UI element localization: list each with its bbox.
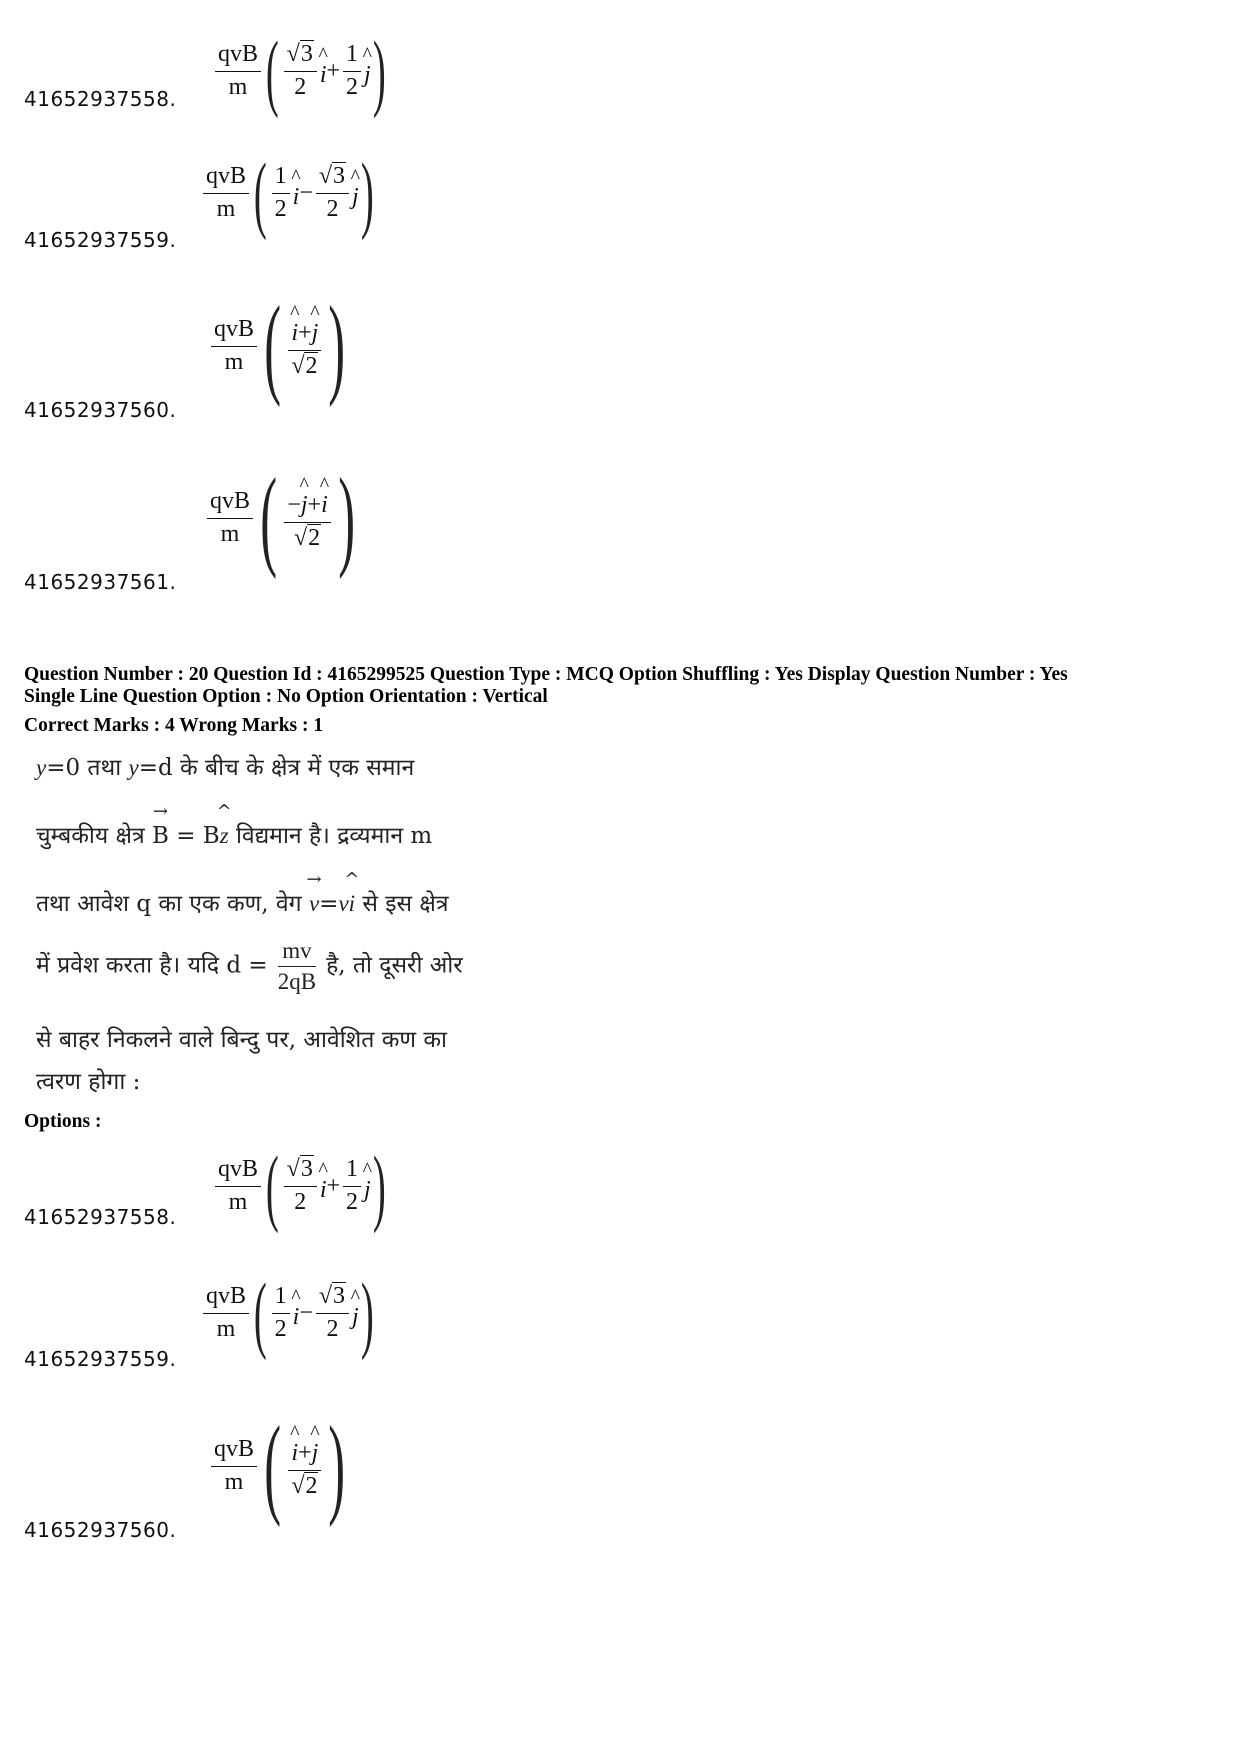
options-label: Options :: [24, 1111, 102, 1132]
radicand: 3: [300, 41, 313, 68]
prefix-fraction: [211, 317, 257, 374]
left-paren: (: [253, 145, 267, 241]
question-meta-line-2: Single Line Question Option : No Option Orientation : Vertical: [24, 686, 548, 707]
text: है, तो दूसरी ओर: [326, 952, 463, 979]
radicand: 2: [305, 1472, 318, 1499]
numerator: [288, 1422, 321, 1470]
right-paren: ): [360, 1265, 374, 1361]
denominator: 2: [346, 73, 359, 100]
denominator: 2qB: [277, 969, 317, 994]
denominator: 2: [326, 195, 339, 222]
text: में प्रवेश करता है। यदि d =: [36, 952, 268, 979]
hat: ^: [318, 43, 328, 66]
numerator: [288, 302, 321, 350]
option-id: 41652937560.: [24, 1518, 177, 1542]
i-hat: [318, 1158, 328, 1204]
numerator: 1: [343, 42, 361, 71]
option-id: 41652937558.: [24, 87, 177, 111]
denominator: 2: [346, 1188, 359, 1215]
hat: ^: [291, 165, 301, 188]
numerator: qvB: [203, 164, 249, 193]
i-hat: [290, 1422, 300, 1467]
hat: ^: [216, 801, 232, 822]
z: z: [219, 823, 229, 848]
j: j: [364, 1176, 371, 1203]
denominator: √2: [291, 1472, 318, 1499]
radicand: 3: [333, 163, 346, 190]
radicand: 3: [300, 1156, 313, 1183]
text: = B: [168, 823, 220, 849]
left-paren: (: [260, 456, 278, 580]
half: [272, 164, 290, 221]
B: B: [151, 823, 169, 849]
option-formula-b: [200, 1265, 375, 1361]
j-hat: [362, 1158, 373, 1204]
hat: ^: [310, 302, 320, 325]
d-fraction: [274, 938, 320, 995]
i: i: [348, 891, 356, 916]
numerator: qvB: [211, 1437, 257, 1466]
option-id: 41652937561.: [24, 570, 177, 594]
prefix-fraction: [215, 1157, 261, 1214]
i: i: [291, 1440, 299, 1467]
numerator: √3: [316, 164, 349, 193]
equals: =: [319, 891, 339, 917]
i: i: [291, 320, 299, 347]
right-paren: ): [328, 1404, 346, 1528]
arrow: →: [306, 869, 322, 890]
numerator: qvB: [215, 42, 261, 71]
question-line-3: [36, 869, 449, 918]
plus-sign: +: [326, 57, 341, 84]
hat: ^: [344, 869, 360, 890]
right-paren: ): [372, 1138, 386, 1234]
denominator: m: [216, 195, 236, 222]
denominator: m: [228, 1188, 248, 1215]
marks-line: Correct Marks : 4 Wrong Marks : 1: [24, 715, 324, 736]
j: j: [364, 61, 371, 88]
prefix-fraction: [211, 1437, 257, 1494]
j: j: [352, 1303, 359, 1330]
vector-v: [306, 869, 322, 917]
sqrt3-over-2: [284, 1157, 317, 1214]
left-paren: (: [264, 284, 282, 408]
i: i: [292, 183, 300, 210]
hat: ^: [318, 1158, 328, 1181]
denominator: 2: [274, 1315, 287, 1342]
radicand: 3: [333, 1283, 346, 1310]
right-paren: ): [360, 145, 374, 241]
prefix-fraction: [215, 42, 261, 99]
prefix-fraction: [207, 489, 253, 546]
numerator: 1: [272, 164, 290, 193]
hat: ^: [310, 1422, 320, 1445]
hat: ^: [362, 43, 373, 66]
hat: ^: [319, 474, 330, 497]
var-y: y: [36, 755, 47, 780]
denominator: m: [220, 520, 240, 547]
numerator: qvB: [203, 1284, 249, 1313]
j: j: [352, 183, 359, 210]
i: i: [319, 61, 327, 88]
numerator: √3: [284, 1157, 317, 1186]
j: j: [300, 492, 308, 519]
numerator: √3: [316, 1284, 349, 1313]
numerator: 1: [272, 1284, 290, 1313]
hat: ^: [350, 165, 361, 188]
right-paren: ): [328, 284, 346, 408]
half: [272, 1284, 290, 1341]
i: i: [319, 1176, 327, 1203]
text: विद्यमान है। द्रव्यमान m: [228, 823, 433, 849]
hat: ^: [291, 1285, 301, 1308]
question-line-1: [36, 750, 414, 782]
j-hat: [350, 165, 361, 211]
hat: ^: [350, 1285, 361, 1308]
radicand: 2: [308, 524, 321, 551]
denominator: 2: [294, 73, 307, 100]
option-id: 41652937560.: [24, 398, 177, 422]
plus-sign: +: [307, 492, 322, 519]
i-hat: [318, 43, 328, 89]
i: i: [321, 492, 328, 519]
prefix-fraction: [203, 1284, 249, 1341]
minus-sign: −: [299, 1299, 313, 1326]
left-paren: (: [265, 23, 279, 119]
denominator: 2: [294, 1188, 307, 1215]
denominator: √2: [293, 524, 321, 551]
denominator: m: [224, 1468, 244, 1495]
denominator: m: [224, 348, 244, 375]
i: i: [292, 1303, 300, 1330]
hat: ^: [290, 1422, 300, 1445]
numerator: qvB: [211, 317, 257, 346]
text: तथा आवेश q का एक कण, वेग: [36, 891, 309, 917]
vector-B: [151, 801, 169, 849]
minus-sign: −: [287, 492, 301, 519]
question-line-2: [36, 801, 433, 850]
plus-sign: +: [298, 320, 312, 347]
denominator: 2: [274, 195, 287, 222]
option-id: 41652937558.: [24, 1205, 177, 1229]
i-hat: [319, 474, 330, 519]
hat: ^: [290, 302, 300, 325]
question-line-6: त्वरण होगा :: [36, 1069, 141, 1095]
i-plus-j-over-sqrt2: [288, 302, 321, 379]
option-id: 41652937559.: [24, 228, 177, 252]
i-plus-j-over-sqrt2: [288, 1422, 321, 1499]
text: =d के बीच के क्षेत्र में एक समान: [138, 755, 415, 781]
v: v: [338, 891, 349, 916]
numerator: qvB: [207, 489, 253, 518]
numerator: mv: [278, 938, 315, 967]
question-meta-line-1: Question Number : 20 Question Id : 4165299525 Question Type : MCQ Option Shuffling : Yes Display Question Number : Yes: [24, 664, 1068, 685]
right-paren: ): [338, 456, 355, 580]
option-formula-b: [200, 145, 375, 241]
option-formula-a: [212, 23, 387, 119]
j-hat: [350, 1285, 361, 1331]
option-id: 41652937559.: [24, 1347, 177, 1371]
radicand: 2: [305, 352, 318, 379]
question-line-5: से बाहर निकलने वाले बिन्दु पर, आवेशित कण का: [36, 1027, 447, 1053]
denominator: √2: [291, 352, 318, 379]
option-formula-a: [212, 1138, 387, 1234]
option-formula-c: [208, 284, 350, 408]
right-paren: ): [372, 23, 386, 119]
numerator: [284, 474, 330, 522]
hat: ^: [362, 1158, 373, 1181]
j: j: [311, 320, 319, 347]
plus-sign: +: [298, 1440, 312, 1467]
denominator: m: [216, 1315, 236, 1342]
half: [343, 42, 361, 99]
minus-j-plus-i-over-sqrt2: [284, 474, 330, 551]
left-paren: (: [264, 1404, 282, 1528]
i-hat: [291, 1285, 301, 1331]
denominator: 2: [326, 1315, 339, 1342]
prefix-fraction: [203, 164, 249, 221]
sqrt3-over-2: [316, 1284, 349, 1341]
text: से इस क्षेत्र: [355, 891, 449, 917]
numerator: √3: [284, 42, 317, 71]
sqrt3-over-2: [284, 42, 317, 99]
j: j: [311, 1440, 319, 1467]
question-line-4: [36, 938, 463, 995]
text: =0 तथा: [46, 755, 129, 781]
half: [343, 1157, 361, 1214]
minus-sign: −: [299, 179, 313, 206]
i-hat: [291, 165, 301, 211]
plus-sign: +: [326, 1172, 341, 1199]
z-hat: [216, 801, 232, 849]
hat: ^: [299, 474, 309, 497]
option-formula-c: [208, 1404, 350, 1528]
option-formula-d: [204, 456, 359, 580]
var-y: y: [128, 755, 139, 780]
j-hat: [299, 474, 309, 519]
text: चुम्बकीय क्षेत्र: [36, 823, 152, 849]
j-hat: [310, 302, 320, 347]
left-paren: (: [253, 1265, 267, 1361]
i-hat: [290, 302, 300, 347]
arrow: →: [152, 801, 168, 822]
j-hat: [362, 43, 373, 89]
numerator: qvB: [215, 1157, 261, 1186]
sqrt3-over-2: [316, 164, 349, 221]
j-hat: [310, 1422, 320, 1467]
i-hat: [344, 869, 360, 917]
left-paren: (: [265, 1138, 279, 1234]
v: v: [308, 891, 320, 916]
denominator: m: [228, 73, 248, 100]
numerator: 1: [343, 1157, 361, 1186]
